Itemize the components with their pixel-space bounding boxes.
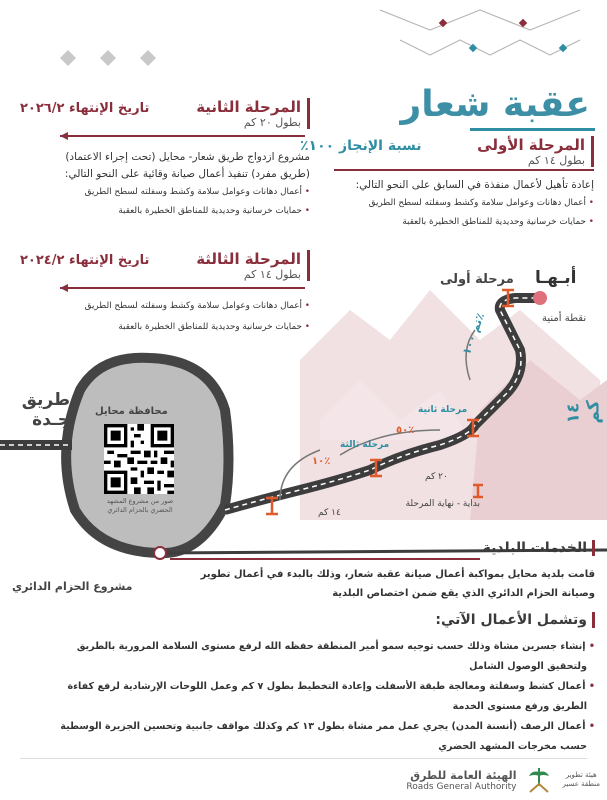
phase2-block (20, 98, 310, 219)
phase1-name: المرحلة الأولى (477, 136, 585, 154)
municipal-title: الخدمات البلدية (482, 540, 587, 556)
phase1-bullet: • أعمال دهانات وعوامل سلامة وكشط وسفلته لسطح الطريق (368, 198, 594, 208)
municipal-section (150, 540, 595, 560)
authority-logo-icon (526, 766, 552, 794)
start-end-label: بداية - نهاية المرحلة (405, 499, 480, 509)
done-100-label: تم ١٠٠٪ (460, 311, 488, 357)
qr-caption-1: صور من مشروع المشهد (106, 497, 174, 505)
phase1-bullet: • حمايات خرسانية وحديدية للمناطق الخطيرة بالعقبة (402, 217, 594, 227)
work-item: • أعمال الرصف (أنسنة المدن) يجري عمل ممر مشاة بطول ١٣ كم وكذلك مواقف جانبية وتحسين الجزيرة الوسطية (60, 721, 595, 732)
works-list (10, 637, 595, 757)
abha-label: أبـهـا (535, 268, 577, 288)
phase2-length: بطول ٢٠ كم (243, 116, 301, 129)
work-item-cont: حسب مخرجات المشهد الحضري (438, 741, 587, 752)
km20-label: ٢٠ كم (425, 472, 448, 482)
asir-authority-region: منطقة عسير (562, 780, 600, 788)
footer (380, 764, 600, 796)
asir-authority-name: هيئة تطوير (565, 771, 597, 779)
pct50-label: ٥٠٪ (396, 425, 415, 436)
works-title: وتشمل الأعمال الآتي: (400, 612, 595, 628)
header-pattern (0, 0, 607, 80)
phase2-map-label: مرحلة ثانية (418, 405, 468, 415)
jeddah-road-label: طريق جـدة (21, 390, 70, 430)
municipal-paragraph: قامت بلدية محايل بمواكبة أعمال صيانة عقبة شعار، وذلك بالبدء في أعمال تطوير وصيانة الحزام الدائري الذي يقع ضمن اختصاص البلدية (200, 569, 595, 599)
work-item: • أعمال كشط وسفلتة ومعالجة طبقة الأسفلت وإعادة التخطيط بطول ٧ كم وعمل اللوحات الإرشادية لرفع كفاءة (67, 681, 595, 692)
phase2-end-date: تاريخ الإنتهاء ٢٠٢٦/٢ (20, 101, 150, 116)
phase1-map-label: مرحلة أولى (440, 272, 514, 287)
authority-name-en: Roads General Authority (406, 781, 517, 792)
phase2-intro1: مشروع ازدواج طريق شعار- محايل (تحت إجراء الاعتماد) (65, 151, 310, 163)
phase2-bullet: • أعمال دهانات وعوامل سلامة وكشط وسفلته لسطح الطريق (84, 187, 310, 197)
work-item: • إنشاء جسرين مشاة وذلك حسب توجيه سمو أمير المنطقة حفظه الله لرفع مستوى السلامة المرورية بالطريق (76, 641, 595, 652)
km14-label: ١٤ كم (318, 508, 341, 518)
phase2-bullet: • حمايات خرسانية وحديدية للمناطق الخطيرة بالعقبة (118, 206, 310, 216)
work-item-cont: الطريق ورفع مستوى الخدمة (452, 701, 587, 712)
footer-divider (20, 758, 587, 759)
km14-vertical-label: ١٤ كم (563, 400, 604, 424)
ring-road-label: مشروع الحزام الدائري (12, 580, 133, 593)
qr-code (104, 424, 174, 494)
pct10-label: ١٠٪ (312, 456, 331, 467)
phase2-name: المرحلة الثانية (196, 98, 301, 116)
phase2-arrow (50, 131, 310, 141)
title-underline (470, 128, 595, 131)
phase1-length: بطول ١٤ كم (527, 154, 585, 167)
phase3-bullet: • أعمال دهانات وعوامل سلامة وكشط وسفلته لسطح الطريق (84, 301, 310, 311)
phase2-intro2: (طريق مفرد) تنفيذ أعمال صيانة وقائية على النحو التالي: (64, 168, 310, 180)
phase1-block (300, 136, 594, 230)
phase3-bullet: • حمايات خرسانية وحديدية للمناطق الخطيرة بالعقبة (118, 322, 310, 332)
phase3-name: المرحلة الثالثة (196, 250, 301, 268)
work-item-cont: ولتحقيق الوصول الشامل (469, 661, 587, 672)
authority-name-ar: الهيئة العامة للطرق (410, 768, 517, 782)
page-title: عقبة شعار (400, 84, 590, 125)
phase1-intro: إعادة تأهيل لأعمال منفذة في السابق على النحو التالي: (355, 179, 594, 191)
phase3-length: بطول ١٤ كم (243, 268, 301, 281)
phase1-completion: نسبة الإنجاز ١٠٠٪ (300, 138, 422, 154)
phase3-map-label: مرحلة ثالثة (340, 440, 390, 450)
qr-caption-2: الحضري بالحزام الدائري (107, 506, 173, 514)
security-point-label: نقطة أمنية (542, 313, 587, 324)
mahayel-label: محافظة محايل (95, 406, 168, 417)
phase3-end-date: تاريخ الإنتهاء ٢٠٢٤/٢ (20, 253, 150, 268)
